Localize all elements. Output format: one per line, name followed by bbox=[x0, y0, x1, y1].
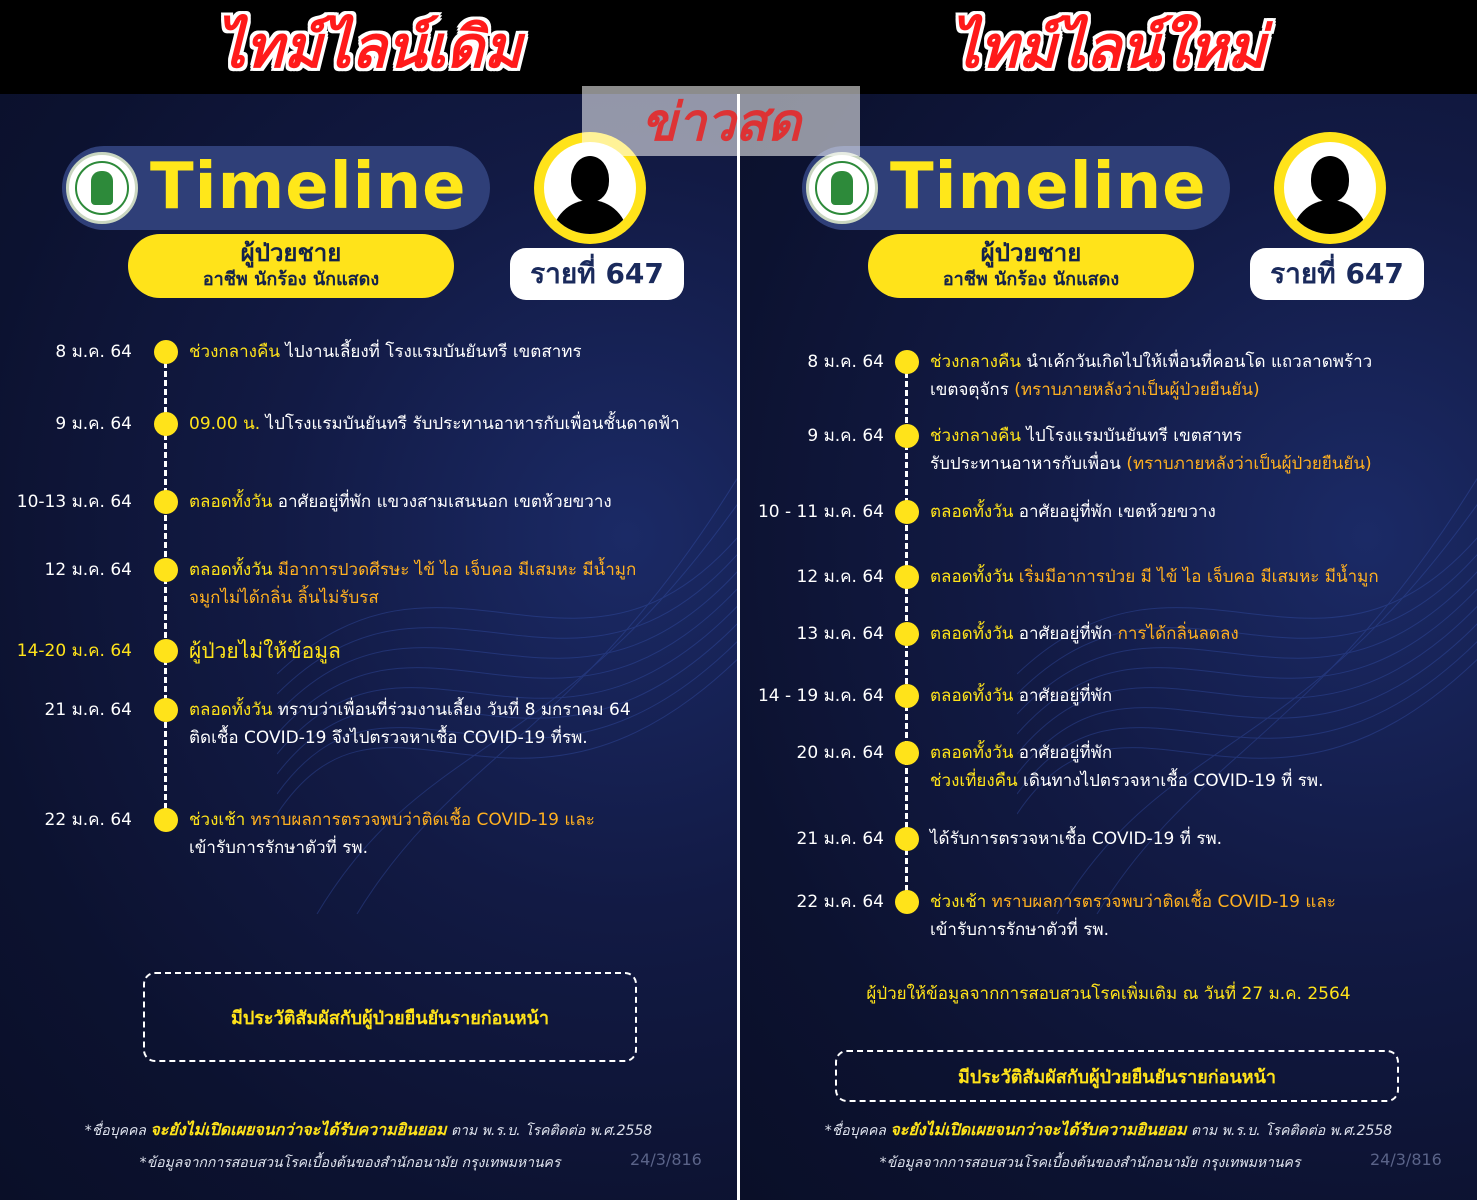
event-text-segment: ตลอดทั้งวัน bbox=[930, 567, 1014, 587]
event-text-segment: เขตจตุจักร bbox=[930, 380, 1015, 400]
event-text-segment: ช่วงกลางคืน bbox=[930, 426, 1021, 446]
event-date: 9 ม.ค. 64 bbox=[807, 426, 884, 446]
event-description bbox=[189, 556, 729, 612]
event-text-segment: อาศัยอยู่ที่พัก เขตห้วยขวาง bbox=[1013, 502, 1216, 522]
event-text-segment: ทราบผลการตรวจพบว่าติดเชื้อ COVID-19 และ bbox=[245, 810, 595, 830]
event-text-segment: อาศัยอยู่ที่พัก แขวงสามเสนนอก เขตห้วยขวาง bbox=[272, 492, 612, 512]
timeline-dot bbox=[154, 490, 178, 514]
card-title: Timeline bbox=[890, 150, 1207, 224]
event-description bbox=[930, 620, 1469, 648]
event-description-line bbox=[930, 450, 1469, 478]
event-text-segment: (ทราบภายหลังว่าเป็นผู้ป่วยยืนยัน) bbox=[1126, 454, 1372, 474]
footnote-prefix: *ชื่อบุคคล bbox=[84, 1123, 151, 1139]
event-text-segment: มีอาการปวดศีรษะ ไข้ ไอ เจ็บคอ มีเสมหะ มีน้ำมูก bbox=[272, 560, 637, 580]
event-date: 10-13 ม.ค. 64 bbox=[16, 492, 132, 512]
event-text-segment: จมูกไม่ได้กลิ่น ลิ้นไม่รับรส bbox=[189, 588, 379, 608]
patient-occupation: อาชีพ นักร้อง นักแสดง bbox=[202, 269, 380, 290]
event-date: 8 ม.ค. 64 bbox=[807, 352, 884, 372]
date-stamp: 24/3/816 bbox=[1370, 1150, 1442, 1169]
event-description-line bbox=[189, 834, 729, 862]
event-description-line bbox=[930, 916, 1469, 944]
patient-occupation: อาชีพ นักร้อง นักแสดง bbox=[942, 269, 1120, 290]
event-text-segment: ตลอดทั้งวัน bbox=[930, 743, 1014, 763]
headline-old-timeline: ไทม์ไลน์เดิม bbox=[216, 12, 522, 81]
event-date: 22 ม.ค. 64 bbox=[44, 810, 132, 830]
event-text-segment: ช่วงกลางคืน bbox=[930, 352, 1021, 372]
event-text-segment: ช่วงเที่ยงคืน bbox=[930, 771, 1018, 791]
timeline-dot bbox=[895, 424, 919, 448]
event-text-segment: เข้ารับการรักษาตัวที่ รพ. bbox=[189, 838, 368, 858]
event-description-line bbox=[930, 563, 1469, 591]
event-description bbox=[930, 888, 1469, 944]
event-date: 14-20 ม.ค. 64 bbox=[16, 641, 132, 661]
event-description-line bbox=[189, 584, 729, 612]
event-description-line bbox=[930, 739, 1469, 767]
news-watermark: ข่าวสด bbox=[582, 86, 860, 156]
event-date: 12 ม.ค. 64 bbox=[796, 567, 884, 587]
event-description-line bbox=[930, 888, 1469, 916]
event-text-segment: ไปงานเลี้ยงที่ โรงแรมบันยันทรี เขตสาทร bbox=[279, 342, 582, 362]
event-text-segment: ติดเชื้อ COVID-19 จึงไปตรวจหาเชื้อ COVID-19 ที่รพ. bbox=[189, 728, 588, 748]
patient-pill bbox=[868, 234, 1194, 298]
event-date: 12 ม.ค. 64 bbox=[44, 560, 132, 580]
timeline-dot bbox=[895, 741, 919, 765]
event-text-segment: ตลอดทั้งวัน bbox=[930, 624, 1014, 644]
event-description-line bbox=[189, 556, 729, 584]
avatar-silhouette-icon bbox=[1274, 132, 1386, 244]
event-description bbox=[930, 682, 1469, 710]
event-date: 20 ม.ค. 64 bbox=[796, 743, 884, 763]
event-description bbox=[930, 422, 1469, 478]
timeline-dot bbox=[895, 890, 919, 914]
event-description bbox=[930, 563, 1469, 591]
event-description bbox=[189, 637, 729, 665]
case-number-badge: รายที่ 647 bbox=[1250, 248, 1424, 300]
contact-history-notice: มีประวัติสัมผัสกับผู้ป่วยยืนยันรายก่อนหน้า bbox=[835, 1050, 1399, 1102]
timeline-dot bbox=[895, 350, 919, 374]
event-text-segment: ได้รับการตรวจหาเชื้อ COVID-19 ที่ รพ. bbox=[930, 829, 1223, 849]
event-text-segment: ช่วงเช้า bbox=[189, 810, 246, 830]
event-description-line bbox=[189, 410, 729, 438]
event-description-line bbox=[930, 376, 1469, 404]
event-text-segment: เริ่มมีอาการป่วย มี ไข้ ไอ เจ็บคอ มีเสมหะ มีน้ำมูก bbox=[1013, 567, 1379, 587]
panel-old-timeline bbox=[0, 94, 737, 1200]
event-text-segment: ตลอดทั้งวัน bbox=[189, 492, 273, 512]
event-description-line bbox=[930, 767, 1469, 795]
event-text-segment: นำเค้กวันเกิดไปให้เพื่อนที่คอนโด แถวลาดพร้าว bbox=[1020, 352, 1373, 372]
event-description-line bbox=[189, 338, 729, 366]
event-text-segment: (ทราบภายหลังว่าเป็นผู้ป่วยยืนยัน) bbox=[1014, 380, 1260, 400]
contact-history-notice: มีประวัติสัมผัสกับผู้ป่วยยืนยันรายก่อนหน้า bbox=[143, 972, 637, 1062]
footnote-source: *ข้อมูลจากการสอบสวนโรคเบื้องต้นของสำนักอนามัย กรุงเทพมหานคร bbox=[139, 1155, 561, 1171]
timeline-dot bbox=[154, 340, 178, 364]
event-description-line bbox=[930, 620, 1469, 648]
event-text-segment: อาศัยอยู่ที่พัก bbox=[1013, 743, 1113, 763]
patient-title: ผู้ป่วยชาย bbox=[240, 239, 342, 267]
event-text-segment: ตลอดทั้งวัน bbox=[189, 560, 273, 580]
footnote-highlight: จะยังไม่เปิดเผยจนกว่าจะได้รับความยินยอม bbox=[890, 1120, 1187, 1139]
bma-emblem-icon bbox=[806, 152, 878, 224]
event-description-line bbox=[930, 682, 1469, 710]
timeline-dot bbox=[895, 500, 919, 524]
event-description-line bbox=[189, 637, 729, 665]
event-text-segment: ช่วงเช้า bbox=[930, 892, 987, 912]
event-description-line bbox=[930, 825, 1469, 853]
event-text-segment: 09.00 น. bbox=[189, 414, 261, 434]
event-date: 10 - 11 ม.ค. 64 bbox=[757, 502, 884, 522]
event-description bbox=[930, 825, 1469, 853]
timeline-dot bbox=[895, 565, 919, 589]
event-text-segment: การได้กลิ่นลดลง bbox=[1117, 624, 1239, 644]
event-date: 21 ม.ค. 64 bbox=[44, 700, 132, 720]
event-text-segment: รับประทานอาหารกับเพื่อน bbox=[930, 454, 1127, 474]
event-description bbox=[189, 410, 729, 438]
event-text-segment: ไปโรงแรมบันยันทรี เขตสาทร bbox=[1020, 426, 1243, 446]
event-date: 13 ม.ค. 64 bbox=[796, 624, 884, 644]
event-description-line bbox=[930, 348, 1469, 376]
event-text-segment: ตลอดทั้งวัน bbox=[930, 686, 1014, 706]
timeline-dot bbox=[154, 412, 178, 436]
headline-new-timeline: ไทม์ไลน์ใหม่ bbox=[950, 12, 1266, 81]
bma-emblem-icon bbox=[66, 152, 138, 224]
event-date: 9 ม.ค. 64 bbox=[55, 414, 132, 434]
event-text-segment: ช่วงกลางคืน bbox=[189, 342, 280, 362]
footnote-prefix: *ชื่อบุคคล bbox=[824, 1123, 891, 1139]
event-text-segment: อาศัยอยู่ที่พัก bbox=[1013, 686, 1113, 706]
event-text-segment: ไปโรงแรมบันยันทรี รับประทานอาหารกับเพื่อนชั้นดาดฟ้า bbox=[260, 414, 680, 434]
event-description bbox=[930, 348, 1469, 404]
timeline-dot bbox=[154, 639, 178, 663]
timeline-dot bbox=[154, 698, 178, 722]
event-text-segment: เข้ารับการรักษาตัวที่ รพ. bbox=[930, 920, 1109, 940]
date-stamp: 24/3/816 bbox=[630, 1150, 702, 1169]
event-description-line bbox=[189, 488, 729, 516]
event-description bbox=[930, 498, 1469, 526]
event-text-segment: ทราบว่าเพื่อนที่ร่วมงานเลี้ยง วันที่ 8 มกราคม 64 bbox=[272, 700, 631, 720]
event-description bbox=[189, 806, 729, 862]
event-text-segment: เดินทางไปตรวจหาเชื้อ COVID-19 ที่ รพ. bbox=[1017, 771, 1324, 791]
timeline-dot bbox=[895, 684, 919, 708]
timeline-dot bbox=[895, 827, 919, 851]
footnote-suffix: ตาม พ.ร.บ. โรคติดต่อ พ.ศ.2558 bbox=[446, 1123, 653, 1139]
event-description-line bbox=[189, 724, 729, 752]
event-text-segment: ทราบผลการตรวจพบว่าติดเชื้อ COVID-19 และ bbox=[986, 892, 1336, 912]
additional-info-note: ผู้ป่วยให้ข้อมูลจากการสอบสวนโรคเพิ่มเติม ณ วันที่ 27 ม.ค. 2564 bbox=[866, 984, 1351, 1004]
event-description-line bbox=[189, 806, 729, 834]
footnote-highlight: จะยังไม่เปิดเผยจนกว่าจะได้รับความยินยอม bbox=[150, 1120, 447, 1139]
event-date: 22 ม.ค. 64 bbox=[796, 892, 884, 912]
patient-pill bbox=[128, 234, 454, 298]
event-date: 8 ม.ค. 64 bbox=[55, 342, 132, 362]
event-description-line bbox=[930, 498, 1469, 526]
event-text-segment: ผู้ป่วยไม่ให้ข้อมูล bbox=[189, 639, 341, 663]
timeline-dot bbox=[154, 808, 178, 832]
event-description bbox=[189, 338, 729, 366]
event-description bbox=[189, 488, 729, 516]
panel-new-timeline bbox=[740, 94, 1477, 1200]
event-text-segment: ตลอดทั้งวัน bbox=[189, 700, 273, 720]
event-date: 21 ม.ค. 64 bbox=[796, 829, 884, 849]
footnote-privacy bbox=[0, 1118, 737, 1143]
timeline-dot bbox=[154, 558, 178, 582]
footnote-source: *ข้อมูลจากการสอบสวนโรคเบื้องต้นของสำนักอนามัย กรุงเทพมหานคร bbox=[879, 1155, 1301, 1171]
footnote-suffix: ตาม พ.ร.บ. โรคติดต่อ พ.ศ.2558 bbox=[1186, 1123, 1393, 1139]
patient-title: ผู้ป่วยชาย bbox=[980, 239, 1082, 267]
timeline-dot bbox=[895, 622, 919, 646]
event-text-segment: อาศัยอยู่ที่พัก bbox=[1013, 624, 1118, 644]
event-date: 14 - 19 ม.ค. 64 bbox=[757, 686, 884, 706]
case-number-badge: รายที่ 647 bbox=[510, 248, 684, 300]
card-title: Timeline bbox=[150, 150, 467, 224]
event-description bbox=[930, 739, 1469, 795]
footnote-privacy bbox=[740, 1118, 1477, 1143]
event-description bbox=[189, 696, 729, 752]
event-description-line bbox=[189, 696, 729, 724]
event-text-segment: ตลอดทั้งวัน bbox=[930, 502, 1014, 522]
event-description-line bbox=[930, 422, 1469, 450]
